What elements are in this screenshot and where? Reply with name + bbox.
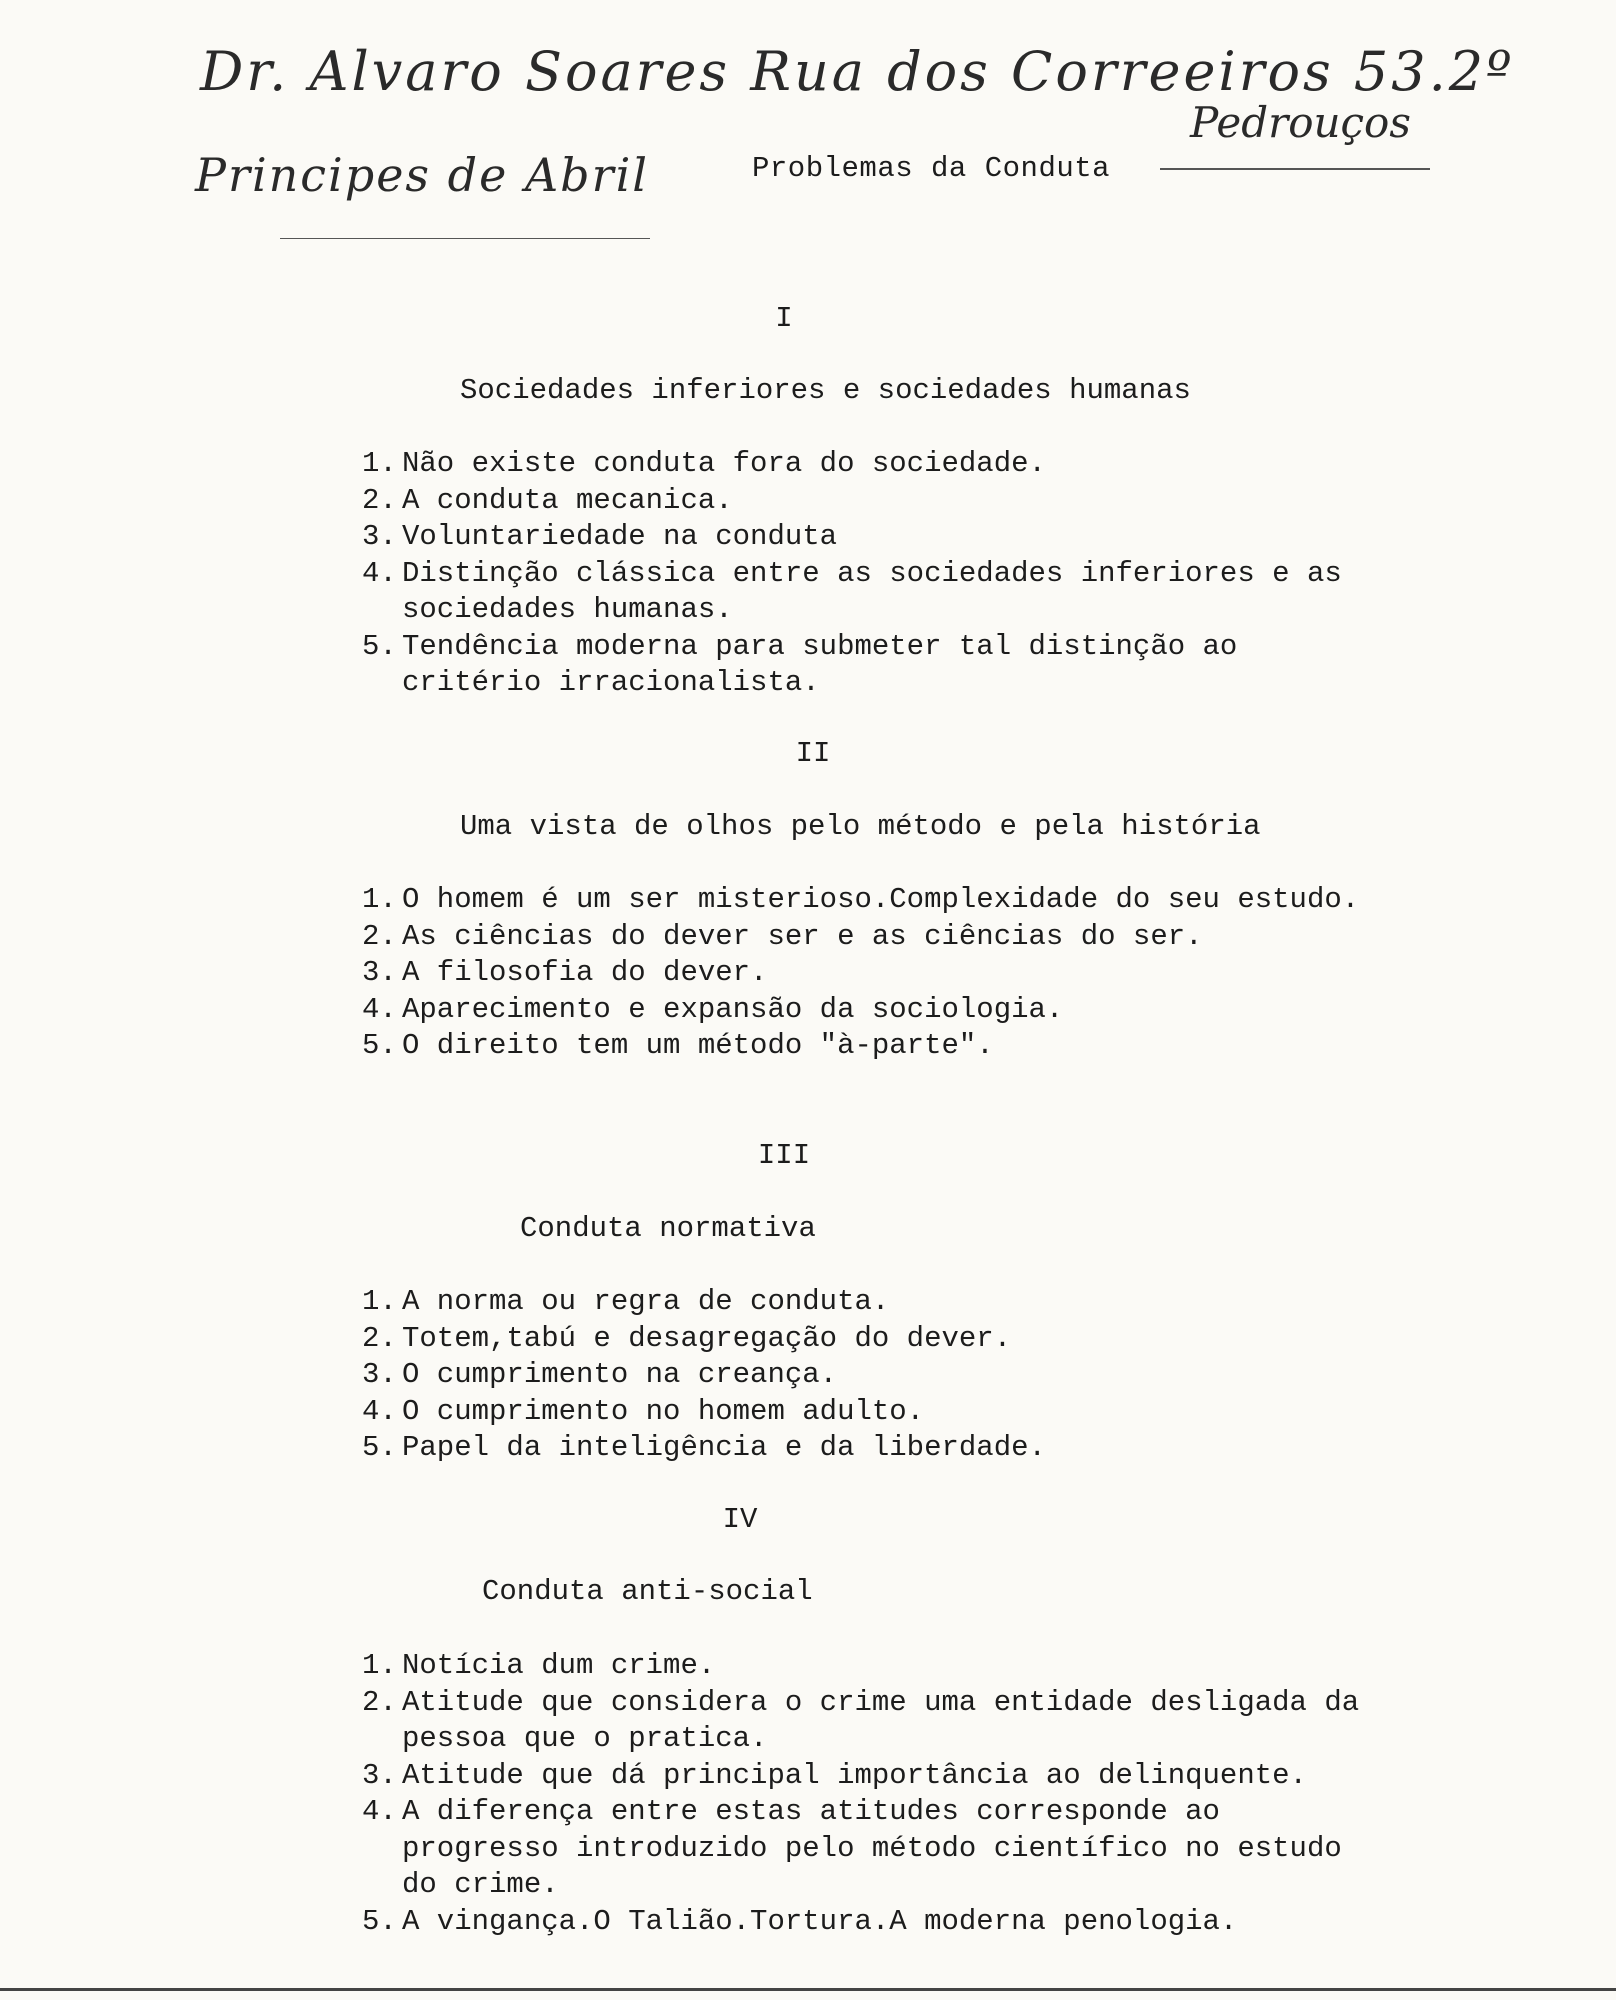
item-text: Aparecimento e expansão da sociologia. <box>402 992 1064 1026</box>
page-edge-line <box>0 1988 1616 1991</box>
item-text: A filosofia do dever. <box>402 956 768 989</box>
item-number: 4. <box>362 992 397 1026</box>
section-numeral: III <box>757 1139 811 1172</box>
section-heading: Conduta normativa <box>520 1212 816 1245</box>
item-text: As ciências do dever ser e as ciências do ser. <box>402 919 1203 953</box>
item-number: 4. <box>362 1795 397 1828</box>
item-text: Notícia dum crime. <box>402 1649 716 1682</box>
list-item <box>362 1904 1382 1941</box>
item-number: 5. <box>362 1029 397 1062</box>
item-number: 1. <box>362 1285 397 1318</box>
section-numeral: II <box>795 737 831 770</box>
section-heading: Conduta anti-social <box>482 1575 813 1608</box>
item-text: Totem,tabú e desagregação do dever. <box>402 1321 1012 1355</box>
section-heading: Sociedades inferiores e sociedades humanas <box>460 374 1191 407</box>
list-item <box>362 1648 1382 1685</box>
page-title: Problemas da Conduta <box>752 152 1111 185</box>
item-number: 1. <box>362 447 397 480</box>
list-item <box>362 519 1382 556</box>
list-item <box>362 1794 1382 1904</box>
item-number: 5. <box>362 1431 397 1464</box>
item-text: A vingança.O Talião.Tortura.A moderna penologia. <box>402 1904 1238 1938</box>
list-item <box>362 992 1412 1029</box>
item-number: 4. <box>362 1394 397 1428</box>
list-item <box>362 446 1382 483</box>
item-number: 2. <box>362 919 397 953</box>
item-text: Não existe conduta fora do sociedade. <box>402 447 1046 480</box>
list-item <box>362 1321 1422 1358</box>
section-heading: Uma vista de olhos pelo método e pela história <box>460 810 1261 843</box>
item-text: A norma ou regra de conduta. <box>402 1285 890 1318</box>
list-item <box>362 955 1412 992</box>
list-item <box>362 919 1412 956</box>
section-numeral: I <box>775 302 793 335</box>
item-number: 3. <box>362 520 397 553</box>
item-text: O direito tem um método "à-parte". <box>402 1029 994 1062</box>
item-text: Papel da inteligência e da liberdade. <box>402 1431 1046 1464</box>
item-text: A diferença entre estas atitudes corresponde ao progresso introduzido pelo método científico no estudo do crime. <box>402 1795 1342 1901</box>
list-item <box>362 1284 1422 1321</box>
section-item-list <box>362 1648 1382 1940</box>
item-number: 3. <box>362 1358 397 1391</box>
item-text: Atitude que considera o crime uma entidade desligada da pessoa que o pratica. <box>402 1685 1360 1755</box>
item-number: 1. <box>362 1649 397 1682</box>
section-numeral: IV <box>722 1503 758 1536</box>
item-text: A conduta mecanica. <box>402 483 733 517</box>
item-number: 3. <box>362 1758 397 1792</box>
handwritten-place: Pedrouços <box>1190 98 1411 147</box>
item-text: O cumprimento no homem adulto. <box>402 1394 925 1428</box>
item-text: Tendência moderna para submeter tal distinção ao critério irracionalista. <box>402 629 1238 699</box>
list-item <box>362 882 1412 919</box>
section-item-list <box>362 1284 1422 1467</box>
list-item <box>362 629 1382 702</box>
item-number: 2. <box>362 483 397 517</box>
list-item <box>362 1430 1422 1467</box>
section-item-list <box>362 446 1382 702</box>
handwritten-underline <box>1160 168 1430 170</box>
item-number: 1. <box>362 883 397 916</box>
handwritten-note: Principes de Abril <box>195 148 650 202</box>
item-text: O cumprimento na creança. <box>402 1358 838 1391</box>
section-item-list <box>362 882 1412 1065</box>
item-number: 2. <box>362 1685 397 1719</box>
item-number: 3. <box>362 956 397 989</box>
list-item <box>362 1357 1422 1394</box>
list-item <box>362 483 1382 520</box>
item-text: O homem é um ser misterioso.Complexidade do seu estudo. <box>402 883 1360 916</box>
item-text: Distinção clássica entre as sociedades inferiores e as sociedades humanas. <box>402 556 1342 626</box>
item-text: Atitude que dá principal importância ao delinquente. <box>402 1758 1307 1792</box>
list-item <box>362 1394 1422 1431</box>
item-number: 5. <box>362 1904 397 1938</box>
list-item <box>362 1685 1382 1758</box>
handwritten-underline <box>280 238 650 239</box>
item-text: Voluntariedade na conduta <box>402 520 838 553</box>
handwritten-address: Dr. Alvaro Soares Rua dos Correeiros 53.2º <box>200 40 1515 103</box>
item-number: 4. <box>362 556 397 590</box>
list-item <box>362 556 1382 629</box>
item-number: 2. <box>362 1321 397 1355</box>
list-item <box>362 1028 1412 1065</box>
item-number: 5. <box>362 629 397 663</box>
list-item <box>362 1758 1382 1795</box>
